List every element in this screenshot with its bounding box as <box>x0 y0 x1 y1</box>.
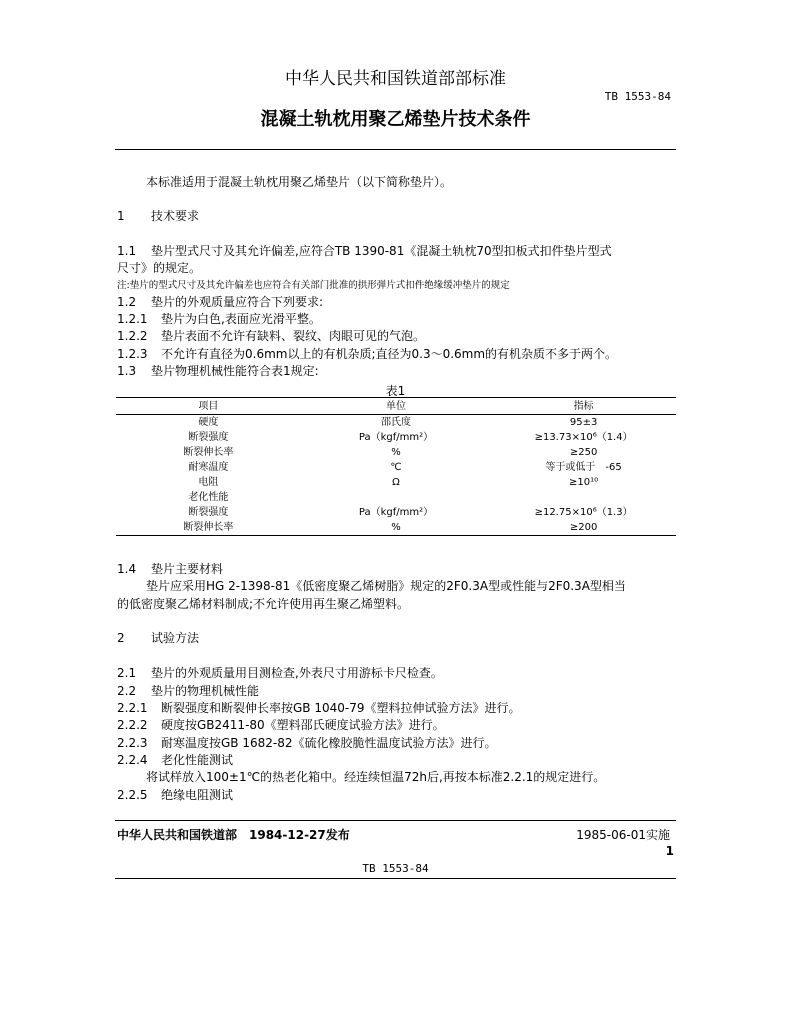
cell-value <box>491 490 676 505</box>
cell-item: 老化性能 <box>188 492 229 503</box>
table-row <box>116 445 676 460</box>
header-value: 指标 <box>491 398 676 415</box>
bottom-rule <box>115 878 676 879</box>
cell-value: 95±3 <box>569 417 598 428</box>
clause-1-4-body: 垫片应采用HG 2-1398-81《低密度聚乙烯树脂》规定的2F0.3A型或性能与2F0.3A型相当 <box>146 579 626 593</box>
table-row <box>116 460 676 475</box>
clause-text: 垫片物理机械性能符合表1规定: <box>151 364 319 378</box>
section-2-heading <box>117 629 199 646</box>
clause-text: 垫片的外观质量用目测检查,外表尺寸用游标卡尺检查。 <box>151 666 443 680</box>
cell-item: 断裂伸长率 <box>183 447 234 458</box>
clause-number: 1.2.2 <box>117 329 148 343</box>
clause-text: 垫片型式尺寸及其允许偏差,应符合TB 1390-81《混凝土轨枕70型扣板式扣件垫片型式 <box>151 244 612 258</box>
clause-2-2-3 <box>117 734 497 751</box>
clause-text: 垫片表面不允许有缺料、裂纹、肉眼可见的气泡。 <box>161 329 426 343</box>
clause-number: 1.2.1 <box>117 312 148 326</box>
clause-number: 1.4 <box>117 562 137 576</box>
cell-unit: % <box>391 447 401 458</box>
clause-text: 硬度按GB2411-80《塑料邵氏硬度试验方法》进行。 <box>161 718 445 732</box>
cell-item: 耐寒温度 <box>188 462 229 473</box>
clause-number: 2.2.2 <box>117 718 148 732</box>
section-title: 技术要求 <box>151 209 200 223</box>
cell-item: 断裂伸长率 <box>116 520 301 536</box>
clause-text: 耐寒温度按GB 1682-82《硫化橡胶脆性温度试验方法》进行。 <box>161 736 497 750</box>
clause-2-2-1 <box>117 699 521 716</box>
cell-value: ≥13.73×10⁶（1.4） <box>534 432 633 443</box>
intro-paragraph: 本标准适用于混凝土轨枕用聚乙烯垫片（以下简称垫片）。 <box>146 175 453 189</box>
clause-number: 2.2.1 <box>117 701 148 715</box>
cell-value: ≥10¹⁰ <box>569 477 599 488</box>
spec-table <box>116 397 676 536</box>
cell-unit: % <box>301 520 491 536</box>
clause-number: 2.1 <box>117 666 137 680</box>
clause-note: 注:垫片的型式尺寸及其允许偏差也应符合有关部门批准的拱形弹片式扣件绝缘缓冲垫片的规定 <box>117 280 510 291</box>
clause-text: 垫片主要材料 <box>151 562 224 576</box>
clause-1-2-3 <box>117 345 617 362</box>
cell-unit <box>301 490 491 505</box>
cell-unit: 邵氏度 <box>380 417 411 428</box>
clause-text: 断裂强度和断裂伸长率按GB 1040-79《塑料拉伸试验方法》进行。 <box>161 701 521 715</box>
clause-1-2 <box>117 293 323 310</box>
header-unit: 单位 <box>301 398 491 415</box>
clause-2-2-4 <box>117 751 233 768</box>
clause-2-2 <box>117 682 259 699</box>
cell-item: 断裂强度 <box>188 507 229 518</box>
title-rule <box>115 149 676 150</box>
cell-unit: Pa（kgf/mm²） <box>358 507 434 518</box>
clause-1-2-2 <box>117 327 425 344</box>
clause-2-2-5 <box>117 786 233 803</box>
section-1-heading <box>117 207 199 224</box>
table-row <box>116 520 676 536</box>
clause-text: 绝缘电阻测试 <box>161 788 234 802</box>
standard-code: TB 1553-84 <box>604 90 671 103</box>
clause-text: 垫片为白色,表面应光滑平整。 <box>161 312 321 326</box>
clause-number: 1.2 <box>117 295 137 309</box>
cell-value: ≥12.75×10⁶（1.3） <box>534 507 633 518</box>
cell-unit: Ω <box>392 477 400 488</box>
effective-date: 1985-06-01实施 <box>576 828 670 842</box>
cell-value: 等于或低于 -65 <box>545 462 622 473</box>
clause-1-1 <box>117 242 612 259</box>
clause-2-1 <box>117 664 443 681</box>
issue-date: 中华人民共和国铁道部 1984-12-27发布 <box>117 828 350 842</box>
table-row <box>116 490 676 505</box>
cell-item: 硬度 <box>198 417 219 428</box>
cell-value: ≥250 <box>569 447 598 458</box>
clause-number: 2.2.3 <box>117 736 148 750</box>
footer-rule <box>115 820 676 821</box>
clause-1-4 <box>117 560 223 577</box>
table-row <box>116 475 676 490</box>
table-row <box>116 415 676 431</box>
clause-text: 垫片的外观质量应符合下列要求: <box>151 295 324 309</box>
clause-number: 2.2.5 <box>117 788 148 802</box>
section-number: 2 <box>117 631 125 645</box>
document-title: 混凝土轨枕用聚乙烯垫片技术条件 <box>260 109 531 130</box>
clause-1-4-body-cont: 的低密度聚乙烯材料制成;不允许使用再生聚乙烯塑料。 <box>117 597 410 611</box>
clause-text: 不允许有直径为0.6mm以上的有机杂质;直径为0.3～0.6mm的有机杂质不多于两个。 <box>161 347 618 361</box>
clause-1-2-1 <box>117 310 321 327</box>
cell-item: 电阻 <box>198 477 219 488</box>
cell-item: 断裂强度 <box>188 432 229 443</box>
footer-standard-code: TB 1553-84 <box>362 862 429 875</box>
table-row <box>116 430 676 445</box>
cell-unit: ℃ <box>390 462 402 473</box>
page-number: 1 <box>665 844 674 858</box>
clause-number: 2.2.4 <box>117 753 148 767</box>
section-number: 1 <box>117 209 125 223</box>
clause-1-3 <box>117 362 319 379</box>
clause-number: 1.2.3 <box>117 347 148 361</box>
clause-2-2-4-body: 将试样放入100±1℃的热老化箱中。经连续恒温72h后,再按本标准2.2.1的规定进行。 <box>146 770 606 784</box>
clause-1-1-cont: 尺寸》的规定。 <box>117 261 202 275</box>
table-header-row <box>116 398 676 415</box>
clause-number: 2.2 <box>117 684 137 698</box>
header-item: 项目 <box>116 398 301 415</box>
clause-number: 1.1 <box>117 244 137 258</box>
cell-unit: Pa（kgf/mm²） <box>358 432 434 443</box>
clause-text: 垫片的物理机械性能 <box>151 684 260 698</box>
clause-2-2-2 <box>117 716 445 733</box>
clause-text: 老化性能测试 <box>161 753 234 767</box>
clause-number: 1.3 <box>117 364 137 378</box>
issuing-org: 中华人民共和国铁道部部标准 <box>285 69 506 89</box>
section-title: 试验方法 <box>151 631 200 645</box>
cell-value: ≥200 <box>491 520 676 536</box>
table-caption: 表1 <box>385 384 406 398</box>
table-row <box>116 505 676 520</box>
